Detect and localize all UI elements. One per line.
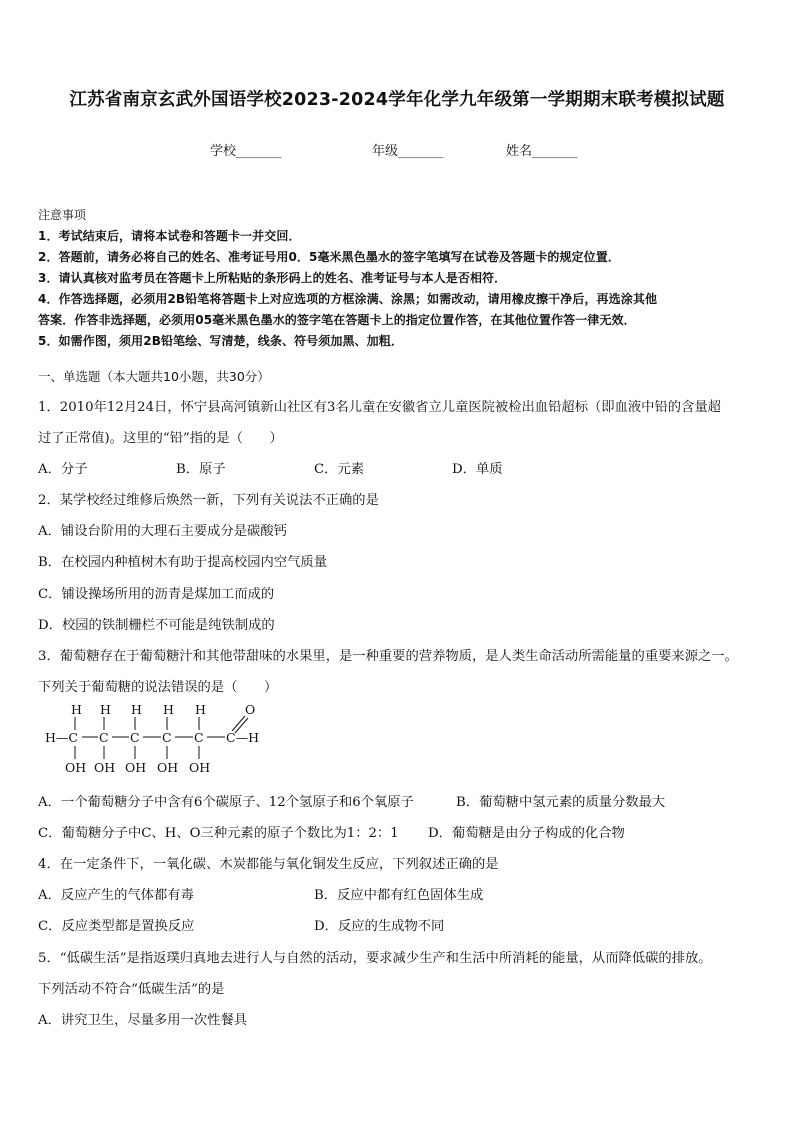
q2-stem: 2．某学校经过维修后焕然一新，下列有关说法不正确的是 — [38, 493, 379, 508]
q3-stem-line-2: 下列关于葡萄糖的说法错误的是（ ） — [38, 680, 278, 695]
h-atom: H — [163, 702, 174, 717]
q5-stem-line-2: 下列活动不符合“低碳生活”的是 — [38, 982, 225, 997]
c-atom: C — [194, 730, 204, 745]
q2-option-c: C．铺设操场所用的沥青是煤加工而成的 — [38, 587, 275, 602]
q3-option-a: A．一个葡萄糖分子中含有6个碳原子、12个氢原子和6个氧原子 — [38, 795, 414, 810]
q4-option-a: A．反应产生的气体都有毒 — [38, 888, 194, 903]
section-title: 一、单选题（本大题共10小题，共30分） — [38, 369, 270, 384]
oh-group: OH — [189, 760, 211, 775]
q1-option-b: B．原子 — [176, 462, 226, 477]
school-field: 学校_______ — [210, 144, 282, 159]
q3-option-d: D．葡萄糖是由分子构成的化合物 — [428, 826, 625, 841]
notice-item: 1．考试结束后，请将本试卷和答题卡一并交回． — [38, 229, 301, 243]
q2-option-d: D．校园的铁制栅栏不可能是纯铁制成的 — [38, 618, 275, 633]
q3-option-b: B．葡萄糖中氢元素的质量分数最大 — [456, 795, 666, 810]
notice-item: 2．答题前，请务必将自己的姓名、准考证号用0．5毫米黑色墨水的签字笔填写在试卷及答题卡的规定位置． — [38, 250, 620, 264]
q3-stem-line-1: 3．葡萄糖存在于葡萄糖汁和其他带甜味的水果里，是一种重要的营养物质，是人类生命活动所需能量的重要来源之一。 — [38, 649, 738, 664]
h-atom: H — [100, 702, 111, 717]
q2-option-b: B．在校园内种植树木有助于提高校园内空气质量 — [38, 555, 328, 570]
notice-item: 3．请认真核对监考员在答题卡上所粘贴的条形码上的姓名、准考证号与本人是否相符． — [38, 271, 507, 285]
q4-option-b: B．反应中都有红色固体生成 — [314, 888, 484, 903]
q1-stem-line-2: 过了正常值)。这里的“铅”指的是（ ） — [38, 431, 283, 446]
q4-stem: 4．在一定条件下，一氧化碳、木炭都能与氧化铜发生反应，下列叙述正确的是 — [38, 857, 499, 872]
h-atom: H — [195, 702, 206, 717]
q2-option-a: A．铺设台阶用的大理石主要成分是碳酸钙 — [38, 524, 287, 539]
q1-option-a: A．分子 — [38, 462, 88, 477]
name-field: 姓名_______ — [506, 144, 578, 159]
notice-heading: 注意事项 — [38, 208, 87, 222]
notice-block — [38, 205, 758, 352]
q1-option-d: D．单质 — [452, 462, 503, 477]
q5-stem-line-1: 5．“低碳生活”是指返璞归真地去进行人与自然的活动，要求减少生产和生活中所消耗的能量，从而降低碳的排放。 — [38, 951, 712, 966]
grade-field: 年级_______ — [372, 144, 444, 159]
c-atom: C — [162, 730, 172, 745]
notice-item: 4．作答选择题，必须用2B铅笔将答题卡上对应选项的方框涂满、涂黑；如需改动，请用橡皮擦干净后，再选涂其他 — [38, 292, 658, 306]
notice-item: 答案．作答非选择题，必须用05毫米黑色墨水的签字笔在答题卡上的指定位置作答，在其他位置作答一律无效． — [38, 313, 636, 327]
q4-option-c: C．反应类型都是置换反应 — [38, 919, 195, 934]
q4-option-d: D．反应的生成物不同 — [314, 919, 445, 934]
glucose-structure-diagram — [42, 700, 282, 780]
end-c-h: C—H — [226, 730, 259, 745]
left-h-c: H—C — [45, 730, 78, 745]
q3-option-c: C．葡萄糖分子中C、H、O三种元素的原子个数比为1：2：1 — [38, 826, 399, 841]
c-atom: C — [130, 730, 140, 745]
c-atom: C — [99, 730, 109, 745]
oh-group: OH — [157, 760, 179, 775]
q1-option-c: C．元素 — [314, 462, 365, 477]
o-atom: O — [245, 702, 256, 717]
h-atom: H — [71, 702, 82, 717]
oh-group: OH — [94, 760, 116, 775]
oh-group: OH — [125, 760, 147, 775]
q1-stem-line-1: 1．2010年12月24日，怀宁县高河镇新山社区有3名儿童在安徽省立儿童医院被检出血铅超标（即血液中铅的含量超 — [38, 400, 721, 415]
page-title: 江苏省南京玄武外国语学校2023-2024学年化学九年级第一学期期末联考模拟试题 — [69, 90, 725, 110]
h-atom: H — [131, 702, 142, 717]
q5-option-a: A．讲究卫生，尽量多用一次性餐具 — [38, 1013, 248, 1028]
notice-item: 5．如需作图，须用2B铅笔绘、写清楚，线条、符号须加黑、加粗． — [38, 334, 403, 348]
oh-group: OH — [65, 760, 87, 775]
